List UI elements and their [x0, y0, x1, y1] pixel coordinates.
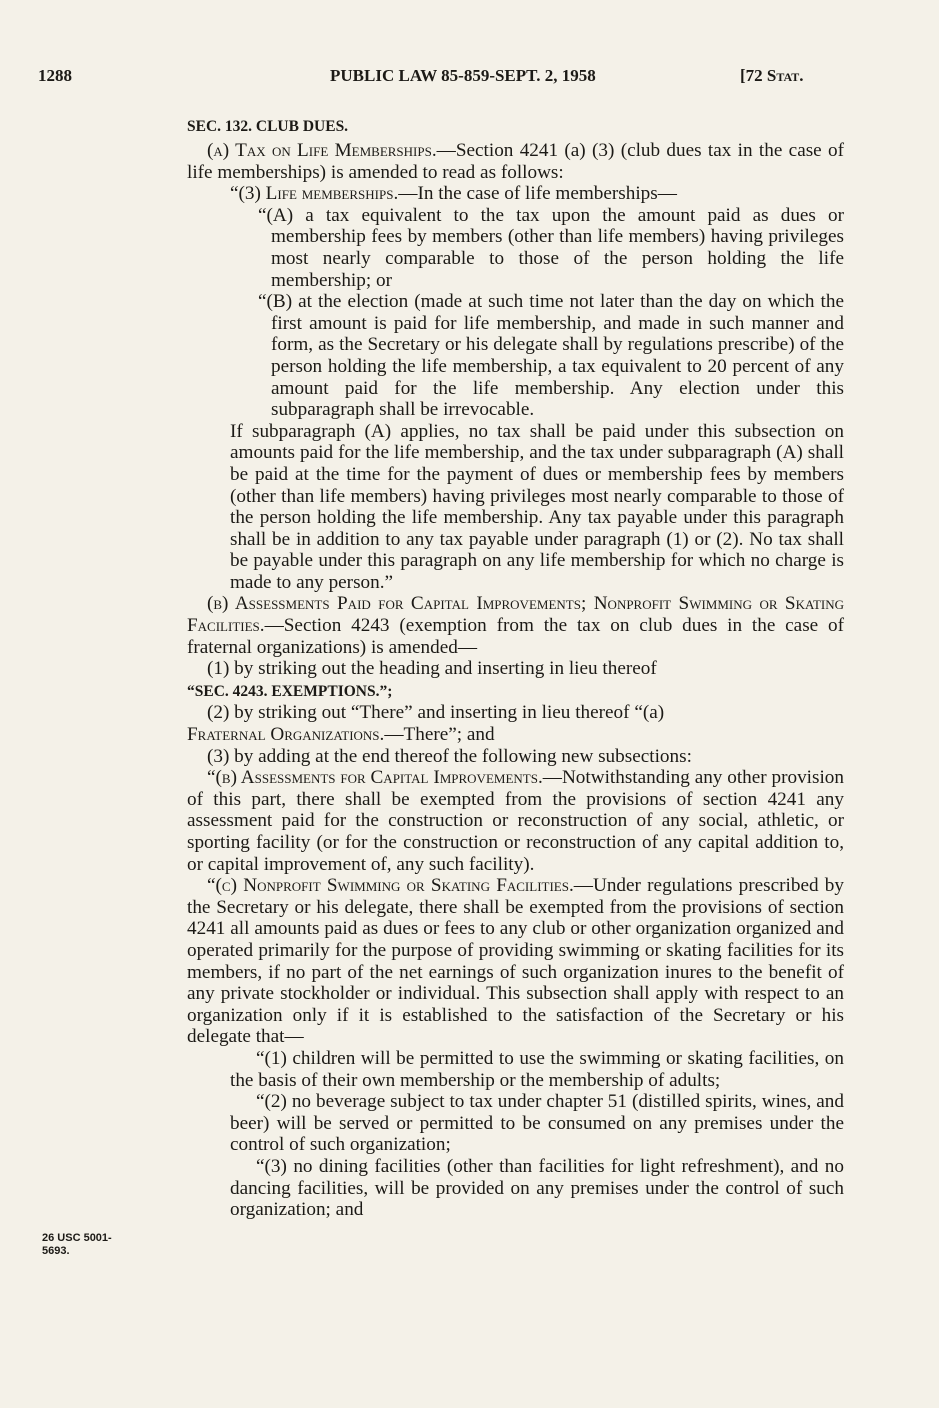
page-number: 1288: [38, 66, 72, 85]
subsection-b-heading: (b) Assessments Paid for Capital Improvements; Nonprofit Swimming or Skating Facilities.: [187, 593, 844, 637]
quoted-paragraph-3: [187, 183, 844, 205]
condition-3: “(3) no dining facilities (other than facilities for light refreshment), and no dancing facilities, will be provided on any premises under the control of such organization; and: [230, 1155, 844, 1221]
condition-2: “(2) no beverage subject to tax under chapter 51 (distilled spirits, wines, and beer) will be served or permitted to be consumed on any premises under the control of such organization;: [230, 1091, 844, 1156]
new-subsection-b-heading: “(b) Assessments for Capital Improvements.: [207, 767, 543, 789]
subparagraph-A: “(A) a tax equivalent to the tax upon the amount paid as dues or membership fees by members (other than life members) having privileges most nearly comparable to those of the person holding the life membership; or: [258, 204, 844, 291]
page-header: [0, 66, 939, 92]
new-subsection-b-text: —Notwithstanding any other provision of this part, there shall be exempted from the provisions of section 4241 any assessment paid for the construction or reconstruction of any social, athletic, or sporting facility (or for the construction or reconstruction of any capital addition to, or capital improvement of, any such facility).: [187, 767, 844, 875]
volume-reference: [72 Stat.: [740, 66, 804, 85]
amendment-1-heading: “SEC. 4243. EXEMPTIONS.”;: [187, 682, 393, 700]
new-subsection-c-heading: “(c) Nonprofit Swimming or Skating Facilities.: [207, 875, 574, 897]
amendment-3: (3) by adding at the end thereof the following new subsections:: [207, 745, 692, 767]
new-subsection-c: [187, 875, 844, 1048]
subsection-a-heading: (a) Tax on Life Memberships.: [207, 140, 437, 161]
amendment-1-text: (1) by striking out the heading and inserting in lieu thereof: [207, 658, 657, 680]
running-head: PUBLIC LAW 85-859-SEPT. 2, 1958: [330, 66, 596, 85]
amendment-2-heading: Fraternal Organizations.: [187, 724, 385, 746]
subsection-b-text: —Section 4243 (exemption from the tax on club dues in the case of fraternal organizations) is amended—: [187, 615, 844, 658]
paragraph-3-closing: If subparagraph (A) applies, no tax shall be paid under this subsection on amounts paid for the life membership, and the tax under subparagraph (A) shall be paid at the time for the payment of dues or membership fees by members (other than life members) having privileges most nearly comparable to those of the person holding the life membership. Any tax payable under this paragraph shall be in addition to any tax payable under paragraph (1) or (2). No tax shall be payable under this paragraph on any life membership for which no charge is made to any person.”: [230, 420, 844, 593]
subsection-b: [187, 593, 844, 658]
document-body: [187, 114, 844, 1221]
amendment-2-tail: —There”; and: [384, 724, 495, 746]
subsection-a: [187, 140, 844, 183]
amendment-2-text: (2) by striking out “There” and inserting in lieu thereof “(a): [207, 702, 665, 724]
amendment-2: [187, 702, 844, 745]
margin-note-line2: 5693.: [42, 1245, 70, 1257]
amendment-1: [187, 658, 844, 702]
quoted-paragraph-3-text: —In the case of life memberships—: [398, 183, 677, 205]
new-subsection-b: [187, 767, 844, 875]
condition-1: “(1) children will be permitted to use the swimming or skating facilities, on the basis of their own membership or the membership of adults;: [230, 1047, 844, 1091]
margin-note: [42, 1232, 162, 1258]
subparagraph-B: “(B) at the election (made at such time not later than the day on which the first amount is paid for life membership, and made in such manner and form, as the Secretary or his delegate shall by regulations prescribe) of the person holding the life membership, a tax equivalent to 20 percent of any amount paid for the life membership. Any election under this subparagraph shall be irrevocable.: [258, 291, 844, 421]
section-title: SEC. 132. CLUB DUES.: [187, 118, 349, 135]
new-subsection-c-text: —Under regulations prescribed by the Secretary or his delegate, there shall be exempted from the provisions of section 4241 all amounts paid as dues or fees to any club or other organization organized and operated primarily for the purpose of providing swimming or skating facilities for its members, if no part of the net earnings of such organization inures to the benefit of any private stockholder or individual. This subsection shall apply with respect to an organization only if it is established to the satisfaction of the Secretary or his delegate that—: [187, 875, 844, 1048]
subsection-a-text: —Section 4241 (a) (3) (club dues tax in the case of life memberships) is amended to read as follows:: [187, 140, 844, 183]
margin-note-line1: 26 USC 5001-: [42, 1232, 112, 1244]
quoted-paragraph-3-heading: “(3) Life memberships.: [230, 183, 399, 205]
